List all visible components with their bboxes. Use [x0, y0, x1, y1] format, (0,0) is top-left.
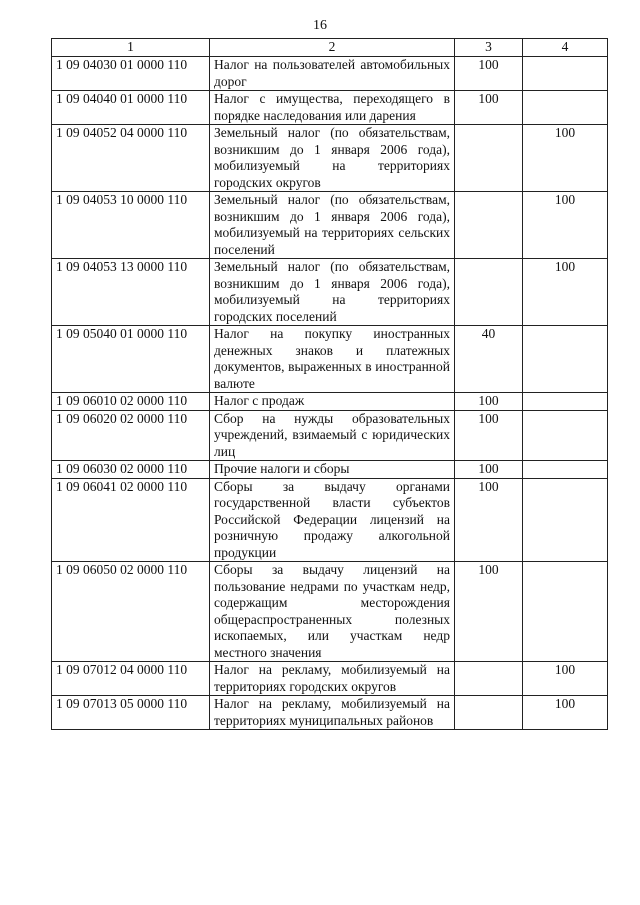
- column-4-value-cell: 100: [523, 259, 608, 326]
- column-4-value-cell: 100: [523, 696, 608, 730]
- income-name-cell: Сборы за выдачу лицензий на пользование недрами по участкам недр, содержащим месторождения общераспространенных полезных ископаемых, или участкам недр местного значения: [210, 562, 455, 662]
- column-3-value-cell: 100: [455, 461, 523, 479]
- column-4-value-cell: 100: [523, 125, 608, 192]
- column-3-value-cell: 100: [455, 410, 523, 461]
- column-header-1: 1: [52, 39, 210, 57]
- column-4-value-cell: [523, 57, 608, 91]
- column-3-value-cell: [455, 125, 523, 192]
- table-row: [52, 696, 608, 730]
- income-code-cell: 1 09 04052 04 0000 110: [52, 125, 210, 192]
- column-3-value-cell: 100: [455, 562, 523, 662]
- table-row: [52, 91, 608, 125]
- income-name-cell: Налог с продаж: [210, 393, 455, 411]
- income-code-cell: 1 09 06020 02 0000 110: [52, 410, 210, 461]
- column-4-value-cell: 100: [523, 192, 608, 259]
- income-code-cell: 1 09 06050 02 0000 110: [52, 562, 210, 662]
- column-header-2: 2: [210, 39, 455, 57]
- income-name-cell: Сбор на нужды образовательных учреждений, взимаемый с юридических лиц: [210, 410, 455, 461]
- income-code-cell: 1 09 07012 04 0000 110: [52, 662, 210, 696]
- income-code-cell: 1 09 04053 13 0000 110: [52, 259, 210, 326]
- table-row: [52, 562, 608, 662]
- income-code-cell: 1 09 04030 01 0000 110: [52, 57, 210, 91]
- income-code-cell: 1 09 06010 02 0000 110: [52, 393, 210, 411]
- income-name-cell: Прочие налоги и сборы: [210, 461, 455, 479]
- column-3-value-cell: 40: [455, 326, 523, 393]
- income-name-cell: Сборы за выдачу органами государственной власти субъектов Российской Федерации лицензий на розничную продажу алкогольной продукции: [210, 478, 455, 562]
- income-name-cell: Земельный налог (по обязательствам, возникшим до 1 января 2006 года), мобилизуемый на территориях городских поселений: [210, 259, 455, 326]
- income-code-cell: 1 09 04053 10 0000 110: [52, 192, 210, 259]
- table-row: [52, 57, 608, 91]
- income-name-cell: Земельный налог (по обязательствам, возникшим до 1 января 2006 года), мобилизуемый на территориях городских округов: [210, 125, 455, 192]
- column-header-3: 3: [455, 39, 523, 57]
- column-3-value-cell: 100: [455, 57, 523, 91]
- income-code-cell: 1 09 07013 05 0000 110: [52, 696, 210, 730]
- income-code-cell: 1 09 04040 01 0000 110: [52, 91, 210, 125]
- income-name-cell: Налог на покупку иностранных денежных знаков и платежных документов, выраженных в иностранной валюте: [210, 326, 455, 393]
- column-4-value-cell: [523, 461, 608, 479]
- column-3-value-cell: [455, 662, 523, 696]
- column-4-value-cell: 100: [523, 662, 608, 696]
- table-row: [52, 478, 608, 562]
- column-4-value-cell: [523, 91, 608, 125]
- column-3-value-cell: [455, 192, 523, 259]
- table-row: [52, 393, 608, 411]
- column-4-value-cell: [523, 562, 608, 662]
- page-number: 16: [313, 18, 327, 33]
- table-header-row: [52, 39, 608, 57]
- table-row: [52, 461, 608, 479]
- column-4-value-cell: [523, 410, 608, 461]
- budget-classification-table: [51, 38, 608, 730]
- column-4-value-cell: [523, 393, 608, 411]
- income-name-cell: Налог на рекламу, мобилизуемый на территориях муниципальных районов: [210, 696, 455, 730]
- income-name-cell: Налог на пользователей автомобильных дорог: [210, 57, 455, 91]
- column-3-value-cell: 100: [455, 478, 523, 562]
- income-code-cell: 1 09 05040 01 0000 110: [52, 326, 210, 393]
- table-row: [52, 662, 608, 696]
- column-3-value-cell: 100: [455, 393, 523, 411]
- income-name-cell: Налог с имущества, переходящего в порядке наследования или дарения: [210, 91, 455, 125]
- column-3-value-cell: 100: [455, 91, 523, 125]
- income-name-cell: Земельный налог (по обязательствам, возникшим до 1 января 2006 года), мобилизуемый на территориях сельских поселений: [210, 192, 455, 259]
- income-code-cell: 1 09 06030 02 0000 110: [52, 461, 210, 479]
- column-header-4: 4: [523, 39, 608, 57]
- column-4-value-cell: [523, 326, 608, 393]
- table-row: [52, 259, 608, 326]
- income-code-cell: 1 09 06041 02 0000 110: [52, 478, 210, 562]
- column-4-value-cell: [523, 478, 608, 562]
- table-row: [52, 410, 608, 461]
- table-row: [52, 192, 608, 259]
- income-name-cell: Налог на рекламу, мобилизуемый на территориях городских округов: [210, 662, 455, 696]
- table-row: [52, 326, 608, 393]
- column-3-value-cell: [455, 259, 523, 326]
- table-row: [52, 125, 608, 192]
- column-3-value-cell: [455, 696, 523, 730]
